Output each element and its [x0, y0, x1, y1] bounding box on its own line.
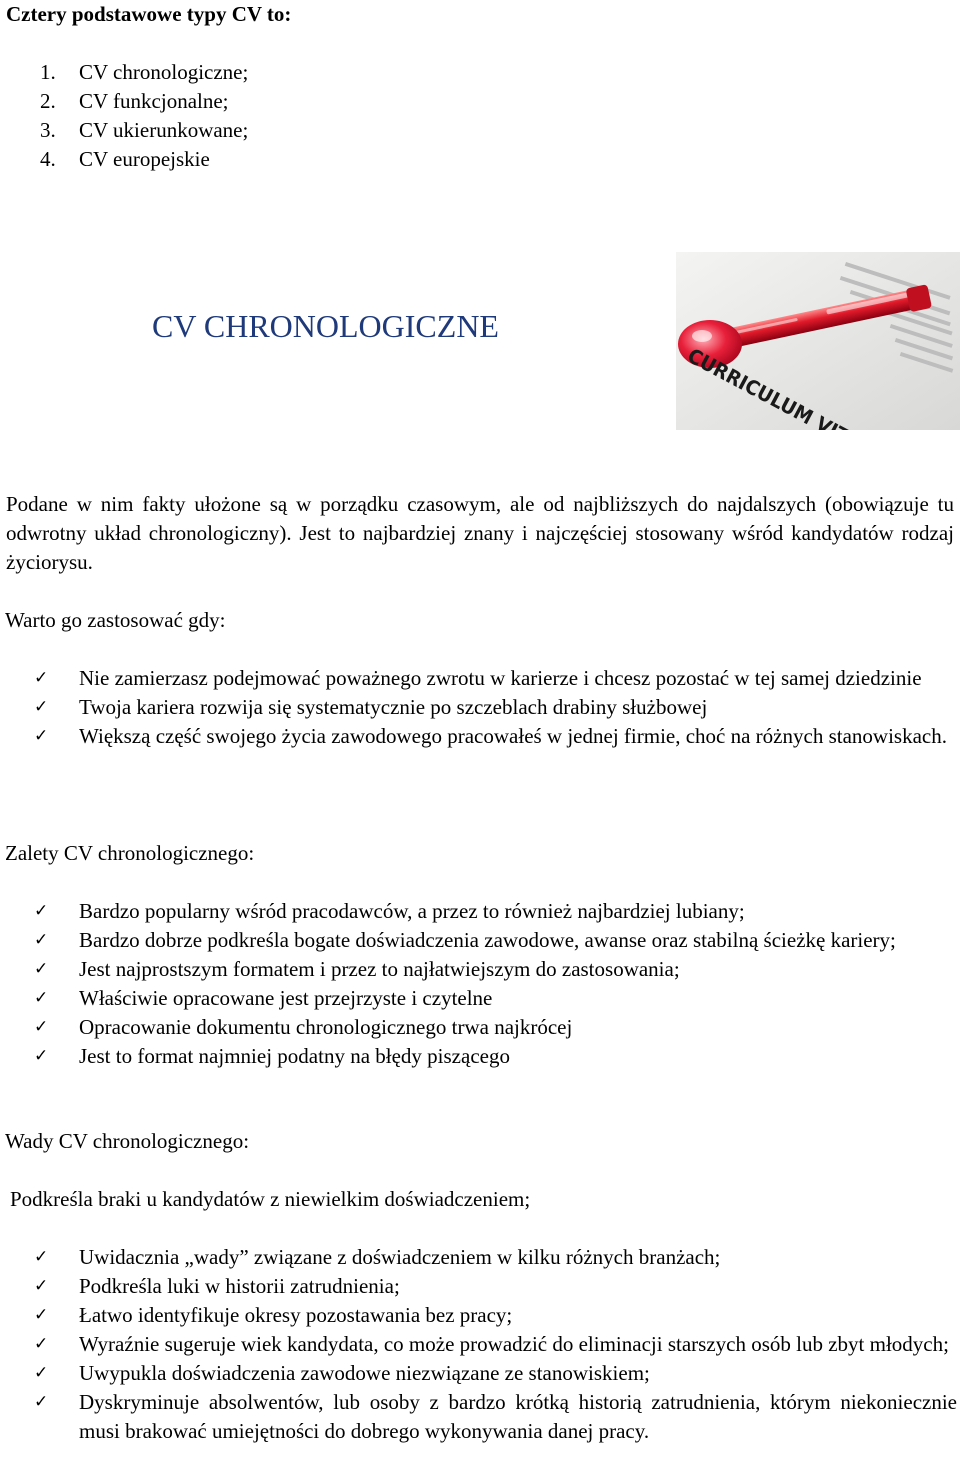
cons-intro: Podkreśla braki u kandydatów z niewielkim doświadczeniem;	[10, 1187, 531, 1211]
check-icon: ✓	[34, 1017, 49, 1037]
section-title: CV CHRONOLOGICZNE	[152, 308, 499, 344]
check-icon: ✓	[34, 1334, 49, 1354]
check-icon: ✓	[34, 726, 49, 746]
check-icon: ✓	[34, 988, 49, 1008]
list-item: ✓ Jest to format najmniej podatny na błędy piszącego	[79, 1042, 957, 1071]
cons-heading: Wady CV chronologicznego:	[5, 1129, 250, 1153]
check-icon: ✓	[34, 697, 49, 717]
list-item: ✓ Uwypukla doświadczenia zawodowe niezwiązane ze stanowiskiem;	[79, 1359, 957, 1388]
intro-title: Cztery podstawowe typy CV to:	[6, 2, 292, 26]
cv-document-with-red-pen-image	[676, 252, 960, 430]
list-item: ✓ Dyskryminuje absolwentów, lub osoby z bardzo krótką historią zatrudnienia, którym niekoniecznie musi brakować umiejętności do dobrego wykonywania danej pracy.	[34, 1390, 957, 1443]
list-item: ✓ Większą część swojego życia zawodowego pracowałeś w jednej firmie, choć na różnych stanowiskach.	[79, 722, 957, 751]
check-icon: ✓	[34, 1392, 49, 1412]
check-icon: ✓	[34, 930, 49, 950]
list-item: ✓ Łatwo identyfikuje okresy pozostawania bez pracy;	[79, 1301, 957, 1330]
pros-heading: Zalety CV chronologicznego:	[5, 841, 255, 865]
cv-types-list	[40, 58, 248, 174]
check-icon: ✓	[34, 1276, 49, 1296]
check-icon: ✓	[34, 668, 49, 688]
list-item: ✓ Bardzo dobrze podkreśla bogate doświadczenia zawodowe, awanse oraz stabilną ścieżkę kariery;	[79, 926, 957, 955]
list-item: ✓ Podkreśla luki w historii zatrudnienia;	[79, 1272, 957, 1301]
check-icon: ✓	[34, 959, 49, 979]
list-item: 1. CV chronologiczne;	[40, 60, 249, 84]
check-icon: ✓	[34, 1247, 49, 1267]
list-item: ✓ Opracowanie dokumentu chronologicznego trwa najkrócej	[79, 1013, 957, 1042]
check-icon: ✓	[34, 901, 49, 921]
check-icon: ✓	[34, 1363, 49, 1383]
list-item: ✓ Nie zamierzasz podejmować poważnego zwrotu w karierze i chcesz pozostać w tej samej dziedzinie	[79, 664, 957, 693]
cons-list	[34, 1243, 957, 1446]
when-list	[34, 664, 957, 751]
list-item: 4. CV europejskie	[40, 147, 210, 171]
list-item: ✓ Właściwie opracowane jest przejrzyste i czytelne	[79, 984, 957, 1013]
pros-list	[34, 897, 957, 1071]
check-icon: ✓	[34, 1305, 49, 1325]
list-item: 2. CV funkcjonalne;	[40, 89, 229, 113]
list-item: ✓ Uwidacznia „wady” związane z doświadczeniem w kilku różnych branżach;	[79, 1243, 957, 1272]
when-heading: Warto go zastosować gdy:	[5, 608, 226, 632]
list-item: ✓ Wyraźnie sugeruje wiek kandydata, co może prowadzić do eliminacji starszych osób lub zbyt młodych;	[79, 1330, 957, 1359]
check-icon: ✓	[34, 1046, 49, 1066]
description-paragraph: Podane w nim fakty ułożone są w porządku czasowym, ale od najbliższych do najdalszych (obowiązuje tu odwrotny układ chronologiczny). Jest to najbardziej znany i najczęściej stosowany wśród kandydatów rodzaj życiorysu.	[6, 492, 954, 574]
list-item: ✓ Bardzo popularny wśród pracodawców, a przez to również najbardziej lubiany;	[79, 897, 957, 926]
list-item: 3. CV ukierunkowane;	[40, 118, 249, 142]
list-item: ✓ Twoja kariera rozwija się systematycznie po szczeblach drabiny służbowej	[79, 693, 957, 722]
list-item: ✓ Jest najprostszym formatem i przez to najłatwiejszym do zastosowania;	[79, 955, 957, 984]
